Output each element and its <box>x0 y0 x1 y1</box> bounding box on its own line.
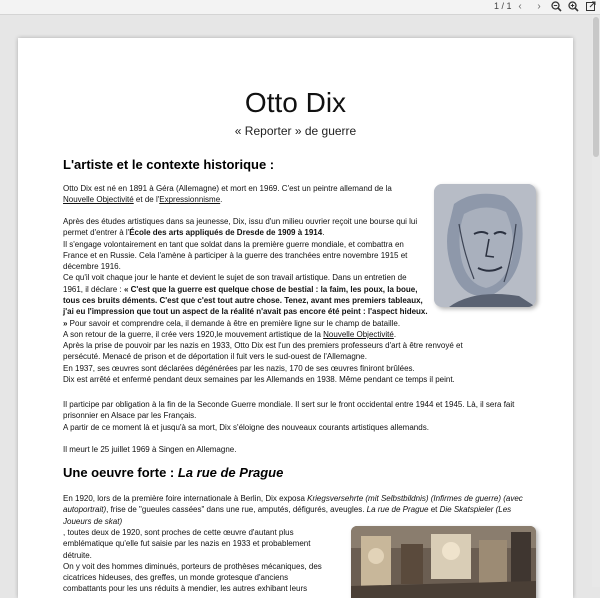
open-external-icon[interactable] <box>585 1 597 13</box>
death-paragraph: Il meurt le 25 juillet 1969 à Singen en Allemagne. <box>63 445 237 454</box>
section-heading-artist: L'artiste et le contexte historique : <box>63 157 275 172</box>
zoom-out-icon[interactable] <box>550 1 562 13</box>
viewer-toolbar <box>0 0 600 15</box>
zoom-in-icon[interactable] <box>567 1 579 13</box>
ww2-block: Il participe par obligation à la fin de la Seconde Guerre mondiale. Il sert sur le front occidental entre 1944 et 1945. Là, il sera fait prisonnier en Alsace par les Français. A partir de ce moment là et jusqu'à sa mort, Dix s'éloigne des nouveaux courants artistiques allemands. <box>63 400 515 432</box>
section-heading-work: Une oeuvre forte : La rue de Prague <box>63 465 284 480</box>
link-expressionnisme[interactable]: Expressionnisme <box>159 195 221 205</box>
vertical-scrollbar[interactable] <box>592 15 600 587</box>
work-paragraph-top: En 1920, lors de la première foire internationale à Berlin, Dix exposa Kriegsversehrte (mit Selbstbildnis) (Infirmes de guerre) (avec autoportrait), frise de "gueules cassées" dans une rue, amputés, défigurés, aveugles. La rue de Prague et Die Skatspieler (Les Joueurs de skat) <box>63 494 523 526</box>
biography-block: Après des études artistiques dans sa jeunesse, Dix, issu d'un milieu ouvrier reçoit une bourse qui lui permet d'entrer à l'École des arts appliqués de Dresde de 1909 à 1914. Il s'engage volontairement en tant que soldat dans la première guerre mondiale, et combattra en France et en Russie. Cela l'amène à participer à la guerre des tranchées entre novembre 1915 et décembre 1916. Ce qu'il voit chaque jour le hante et devient le sujet de son travail artistique. Dans un entretien de 1961, il déclare : « C'est que la guerre est quelque chose de bestial : la faim, les poux, la boue, tous ces bruits déments. C'est que c'est tout autre chose. Tenez, avant mes premiers tableaux, j'ai eu l'impression que tout un aspect de la réalité n'avait pas encore été peint : l'aspect hideux. » Pour savoir et comprendre cela, il demande à être en première ligne sur le champ de bataille. <box>63 217 428 328</box>
rue-de-prague-painting-image <box>351 526 536 598</box>
page-indicator: 1 / 1 <box>494 1 512 11</box>
document-subtitle: « Reporter » de guerre <box>234 124 357 138</box>
return-block: A son retour de la guerre, il crée vers 1920,le mouvement artistique de la Nouvelle Objectivité. <box>63 330 397 339</box>
document-page <box>18 38 573 598</box>
nazi-period-block: Après la prise de pouvoir par les nazis en 1933, Otto Dix est l'un des premiers professeurs d'art à être renvoyé et persécuté. Menacé de prison et de déportation il fuit vers le sud-ouest de l'Allemagne. En 1937, ses œuvres sont déclarées dégénérées par les nazis, 170 de ses œuvres finiront brûlées. Dix est arrêté et enfermé pendant deux semaines par les Allemands en 1938. Même pendant ce temps il peint. <box>63 341 463 384</box>
link-nouvelle-objectivite[interactable]: Nouvelle Objectivité <box>63 195 134 205</box>
document-title: Otto Dix <box>244 87 347 118</box>
work-paragraph-bottom: , toutes deux de 1920, sont proches de cette œuvre d'autant plus emblématique qu'elle fut saisie par les nazis en 1933 et probablement détruite. On y voit des hommes diminués, porteurs de prothèses mécaniques, des cicatrices hideuses, des greffes, un monde grotesque d'anciens combattants pour les uns réduits à mendier, les autres exhibant leurs <box>63 528 322 594</box>
otto-dix-portrait-image <box>434 184 536 307</box>
link-nouvelle-objectivite-2[interactable]: Nouvelle Objectivité <box>323 330 394 339</box>
intro-paragraph: Otto Dix est né en 1891 à Géra (Allemagne) et mort en 1969. C'est un peintre allemand de la Nouvelle Objectivité et de l'Expressionnisme. <box>63 184 392 205</box>
scrollbar-thumb[interactable] <box>593 17 599 157</box>
next-page-icon[interactable]: › <box>537 1 541 12</box>
previous-page-icon[interactable]: ‹ <box>518 1 522 12</box>
